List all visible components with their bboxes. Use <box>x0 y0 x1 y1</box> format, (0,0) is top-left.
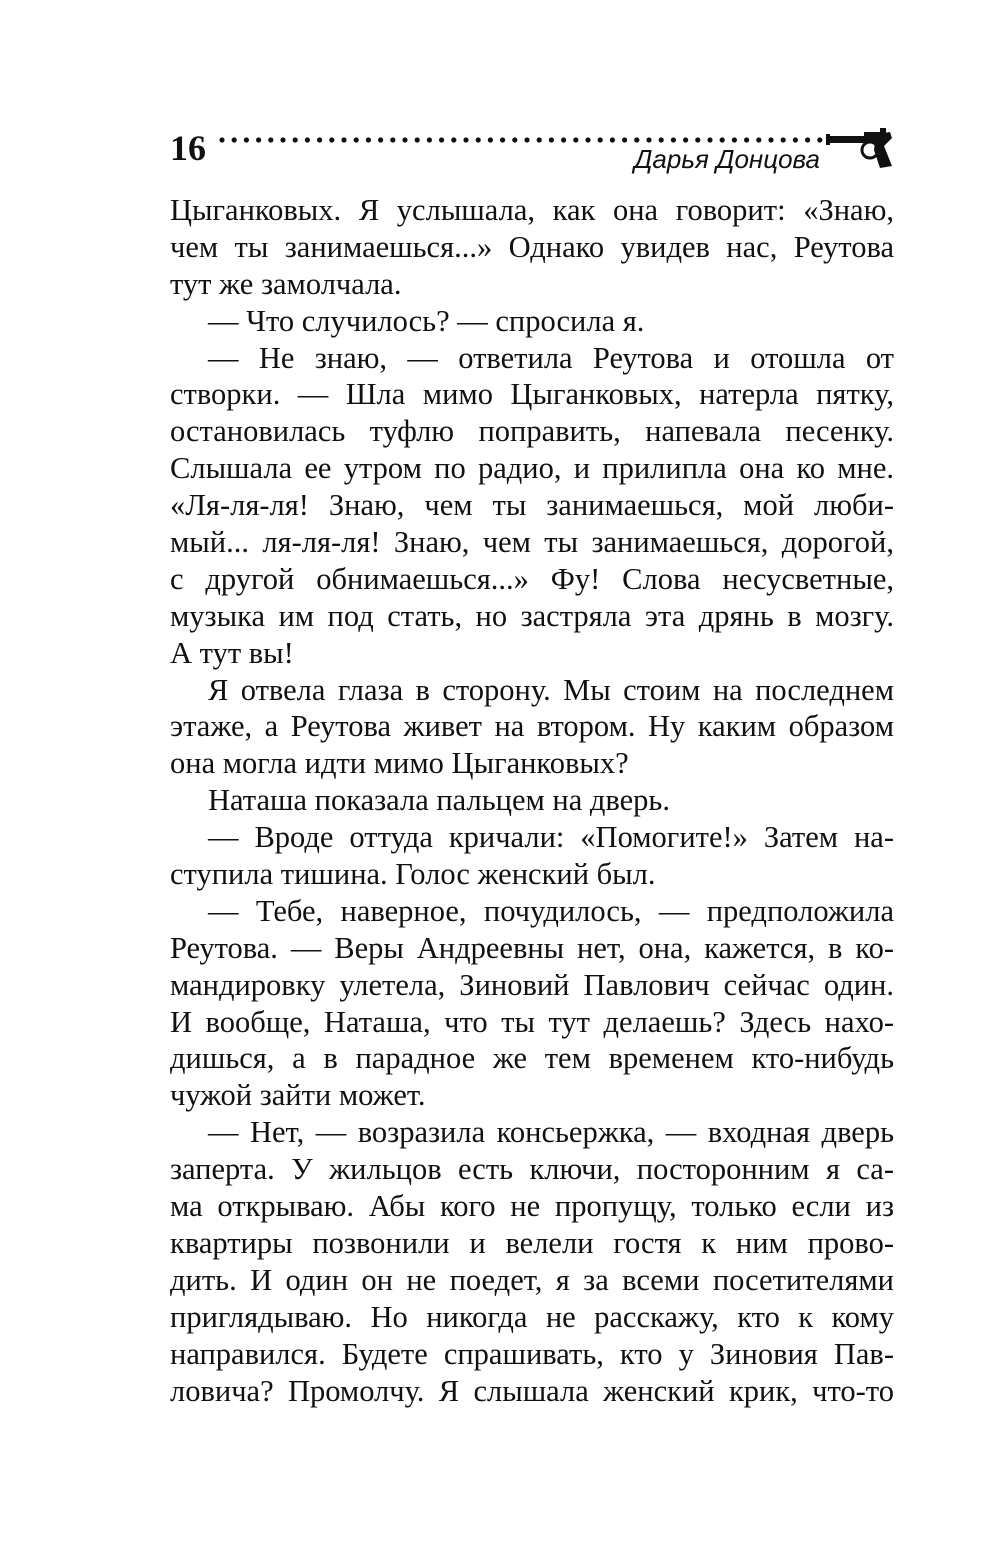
text-line: приглядываю. Но никогда не расскажу, кто к кому <box>170 1299 894 1334</box>
text-line: этаже, а Реутова живет на втором. Ну каким образом <box>170 709 894 744</box>
text-line: — Нет, — возразила консьержка, — входная дверь <box>208 1115 894 1150</box>
text-line: створки. — Шла мимо Цыганковых, натерла пятку, <box>170 377 894 412</box>
text-line: тут же замолчала. <box>170 266 402 301</box>
text-line: Цыганковых. Я услышала, как она говорит: «Знаю, <box>170 193 894 227</box>
text-line: дишься, а в парадное же тем временем кто-нибудь <box>170 1041 894 1076</box>
text-line: Наташа показала пальцем на дверь. <box>208 783 670 818</box>
text-line: ма открываю. Абы кого не пропущу, только если из <box>170 1189 894 1224</box>
text-line: с другой обнимаешься...» Фу! Слова несусветные, <box>170 561 894 596</box>
text-line: чужой зайти может. <box>170 1078 426 1113</box>
text-line: ловича? Промолчу. Я слышала женский крик, что-то <box>170 1373 894 1408</box>
text-line: она могла идти мимо Цыганковых? <box>170 746 629 781</box>
text-line: квартиры позвонили и велели гостя к ним прово- <box>170 1225 894 1260</box>
text-line: Я отвела глаза в сторону. Мы стоим на последнем <box>208 672 894 707</box>
text-line: — Что случилось? — спросила я. <box>208 303 645 338</box>
text-line: мандировку улетела, Зиновий Павлович сейчас один. <box>170 967 894 1002</box>
text-line: заперта. У жильцов есть ключи, посторонним я са- <box>170 1152 894 1187</box>
text-line: направился. Будете спрашивать, кто у Зиновия Пав- <box>170 1336 894 1371</box>
text-line: мый... ля-ля-ля! Знаю, чем ты занимаешься, дорогой, <box>170 525 894 560</box>
page-number: 16 <box>170 128 206 168</box>
text-line: дить. И один он не поедет, я за всеми посетителями <box>170 1262 894 1297</box>
text-line: музыка им под стать, но застряла эта дрянь в мозгу. <box>170 598 894 633</box>
text-line: чем ты занимаешься...» Однако увидев нас, Реутова <box>170 229 894 264</box>
text-line: А тут вы! <box>170 635 294 670</box>
text-line: — Тебе, наверное, почудилось, — предположила <box>208 893 894 928</box>
revolver-icon <box>826 126 896 170</box>
text-line: — Не знаю, — ответила Реутова и отошла от <box>208 340 894 375</box>
text-line: Реутова. — Веры Андреевны нет, она, кажется, в ко- <box>170 930 894 965</box>
text-line: Слышала ее утром по радио, и прилипла она ко мне. <box>170 451 894 486</box>
text-line: И вообще, Наташа, что ты тут делаешь? Здесь нахо- <box>170 1004 894 1039</box>
text-line: ступила тишина. Голос женский был. <box>170 857 656 892</box>
author-name: Дарья Донцова <box>634 144 820 174</box>
book-page-text <box>170 192 894 1409</box>
text-line: — Вроде оттуда кричали: «Помогите!» Затем на- <box>208 820 894 855</box>
text-line: остановилась туфлю поправить, напевала песенку. <box>170 414 894 449</box>
running-header <box>0 0 1000 190</box>
text-line: «Ля-ля-ля! Знаю, чем ты занимаешься, мой люби- <box>170 488 894 523</box>
